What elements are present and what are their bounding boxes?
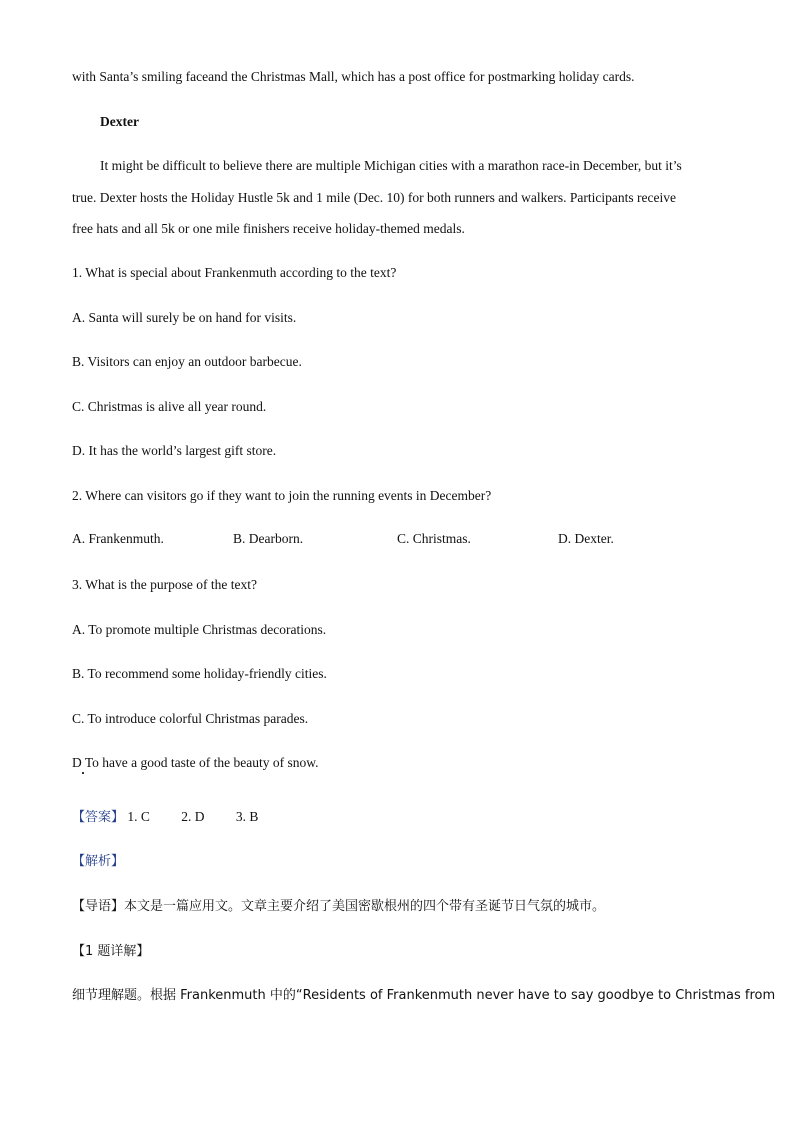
guide-label: 【导语】 [72, 899, 125, 914]
answer-item-3: 3. B [235, 809, 259, 824]
question-3-option-c: C. To introduce colorful Christmas parades. [72, 711, 309, 726]
question-1-option-a: A. Santa will surely be on hand for visits. [72, 310, 297, 325]
paragraph-line-1: It might be difficult to believe there are multiple Michigan cities with a marathon race-in December, but it’s [100, 158, 682, 173]
question-1-option-d: D. It has the world’s largest gift store. [72, 443, 277, 458]
section-heading-dexter: Dexter [100, 114, 139, 129]
question-2-options-row [72, 530, 712, 548]
question-3-option-a: A. To promote multiple Christmas decorations. [72, 622, 327, 637]
q1-detail-label: 【1 题详解】 [72, 944, 150, 959]
analysis-label: 【解析】 [72, 854, 125, 869]
answer-item-1: 1. C [127, 809, 150, 824]
guide-line [72, 898, 605, 916]
question-1-stem: 1. What is special about Frankenmuth according to the text? [72, 265, 397, 280]
answer-item-2: 2. D [181, 809, 205, 824]
question-1-option-c: C. Christmas is alive all year round. [72, 399, 267, 414]
question-2-option-a: A. Frankenmuth. [72, 531, 164, 546]
question-2-option-d: D. Dexter. [558, 531, 614, 546]
answer-row [72, 808, 286, 826]
question-3-stem: 3. What is the purpose of the text? [72, 577, 257, 592]
question-3-option-d: D To have a good taste of the beauty of snow. [72, 755, 319, 770]
question-3-option-b: B. To recommend some holiday-friendly cities. [72, 666, 327, 681]
passage-line-continued: with Santa’s smiling faceand the Christmas Mall, which has a post office for postmarking holiday cards. [72, 69, 635, 84]
stray-mark [82, 772, 84, 774]
question-2-stem: 2. Where can visitors go if they want to join the running events in December? [72, 488, 492, 503]
q1-detail-text: 细节理解题。根据 Frankenmuth 中的“Residents of Frankenmuth never have to say goodbye to Christmas from [72, 988, 776, 1003]
paragraph-line-2: true. Dexter hosts the Holiday Hustle 5k and 1 mile (Dec. 10) for both runners and walkers. Participants receive [72, 190, 676, 205]
question-2-option-c: C. Christmas. [397, 531, 471, 546]
question-2-option-b: B. Dearborn. [233, 531, 304, 546]
question-1-option-b: B. Visitors can enjoy an outdoor barbecue. [72, 354, 302, 369]
guide-text: 本文是一篇应用文。文章主要介绍了美国密歇根州的四个带有圣诞节日气氛的城市。 [124, 899, 606, 914]
answer-label: 【答案】 [72, 810, 125, 825]
paragraph-line-3: free hats and all 5k or one mile finishers receive holiday-themed medals. [72, 221, 465, 236]
